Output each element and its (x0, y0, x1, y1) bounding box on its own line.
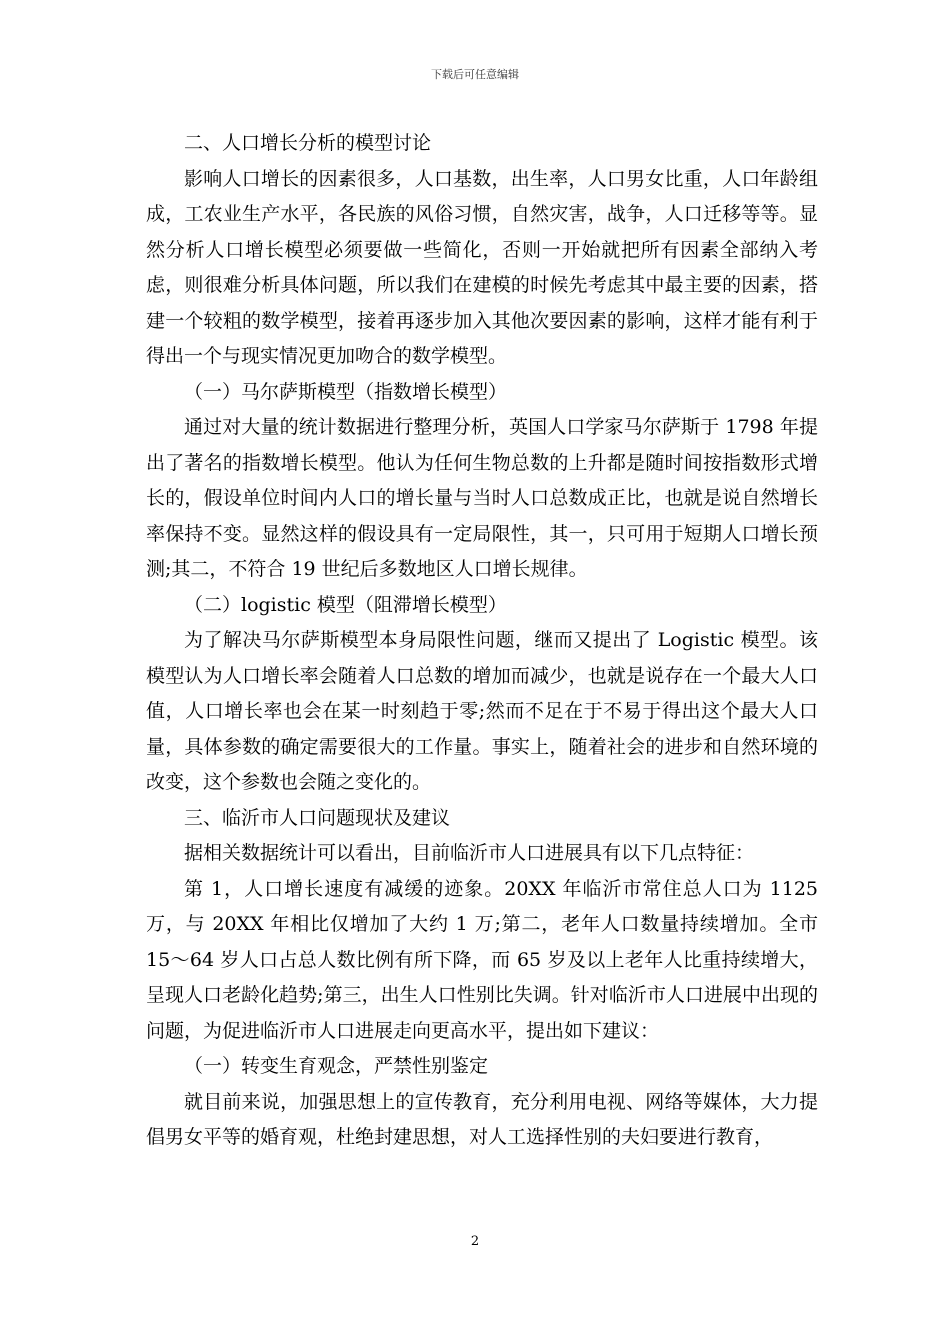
paragraph: 就目前来说，加强思想上的宣传教育，充分利用电视、网络等媒体，大力提倡男女平等的婚育观，杜绝封建思想，对人工选择性别的夫妇要进行教育， (146, 1090, 818, 1148)
paragraph: 影响人口增长的因素很多，人口基数，出生率，人口男女比重，人口年龄组成，工农业生产水平，各民族的风俗习惯，自然灾害，战争，人口迁移等等。显然分析人口增长模型必须要做一些简化，否则一开始就把所有因素全部纳入考虑，则很难分析具体问题，所以我们在建模的时候先考虑其中最主要的因素，搭建一个较粗的数学模型，接着再逐步加入其他次要因素的影响，这样才能有利于得出一个与现实情况更加吻合的数学模型。 (146, 167, 818, 367)
page-number: 2 (470, 1234, 480, 1249)
subsection-heading: （二）logistic 模型（阻滞增长模型） (184, 593, 507, 616)
subsection-heading: （一）马尔萨斯模型（指数增长模型） (184, 380, 508, 403)
section-heading: 二、人口增长分析的模型讨论 (184, 132, 432, 154)
paragraph: 第 1，人口增长速度有减缓的迹象。20XX 年临沂市常住总人口为 1125 万，与 20XX 年相比仅增加了大约 1 万;第二，老年人口数量持续增加。全市 15～64 岁人口占总人数比例有所下降，而 65 岁及以上老年人比重持续增大，呈现人口老龄化趋势;第三，出生人口性别比失调。针对临沂市人口进展中出现的问题，为促进临沂市人口进展走向更高水平，提出如下建议： (146, 877, 818, 1042)
section-heading: 三、临沂市人口问题现状及建议 (184, 806, 451, 829)
paragraph: 通过对大量的统计数据进行整理分析，英国人口学家马尔萨斯于 1798 年提出了著名的指数增长模型。他认为任何生物总数的上升都是随时间按指数形式增长的，假设单位时间内人口的增长量与当时人口总数成正比，也就是说自然增长率保持不变。显然这样的假设具有一定局限性，其一，只可用于短期人口增长预测;其二，不符合 19 世纪后多数地区人口增长规律。 (146, 416, 818, 580)
page-header: 下载后可任意编辑 (431, 68, 519, 81)
subsection-heading: （一）转变生育观念，严禁性别鉴定 (184, 1055, 489, 1077)
document-body (146, 126, 818, 1156)
paragraph: 据相关数据统计可以看出，目前临沂市人口进展具有以下几点特征： (184, 842, 755, 864)
paragraph: 为了解决马尔萨斯模型本身局限性问题，继而又提出了 Logistic 模型。该模型认为人口增长率会随着人口总数的增加而减少，也就是说存在一个最大人口值，人口增长率也会在某一时刻趋于零;然而不足在于不易于得出这个最大人口量，具体参数的确定需要很大的工作量。事实上，随着社会的进步和自然环境的改变，这个参数也会随之变化的。 (146, 629, 818, 793)
